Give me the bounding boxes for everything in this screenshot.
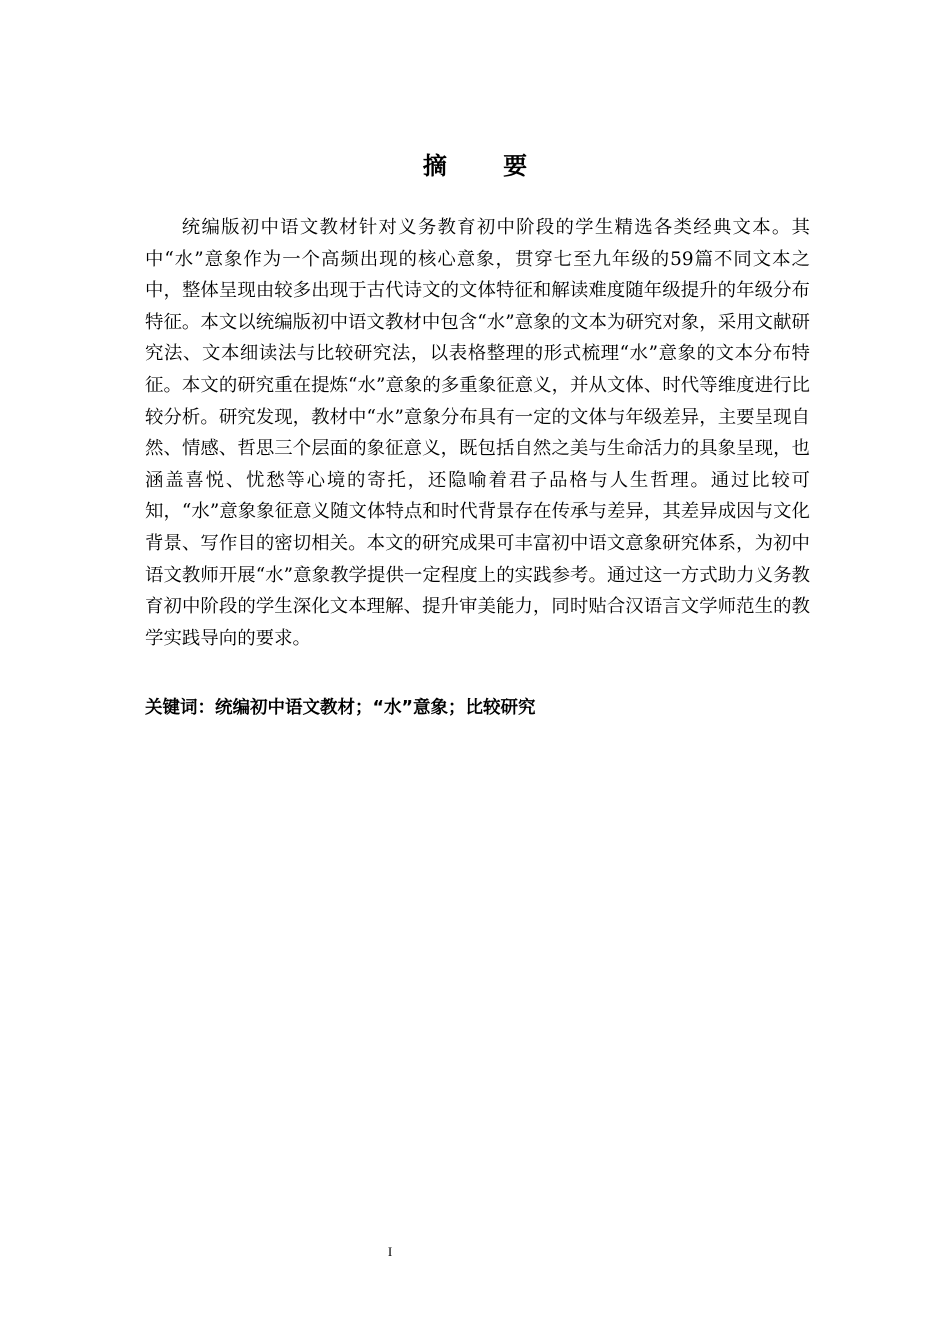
page-number: I [387, 1244, 393, 1259]
abstract-title: 摘 要 [422, 152, 552, 180]
abstract-paragraph: 统编版初中语文教材针对义务教育初中阶段的学生精选各类经典文本。其中“水”意象作为一个高频出现的核心意象，贯穿七至九年级的59篇不同文本之中，整体呈现由较多出现于古代诗文的文体特征和解读难度随年级提升的年级分布特征。本文以统编版初中语文教材中包含“水”意象的文本为研究对象，采用文献研究法、文本细读法与比较研究法，以表格整理的形式梳理“水”意象的文本分布特征。本文的研究重在提炼“水”意象的多重象征意义，并从文体、时代等维度进行比较分析。研究发现，教材中“水”意象分布具有一定的文体与年级差异，主要呈现自然、情感、哲思三个层面的象征意义，既包括自然之美与生命活力的具象呈现，也涵盖喜悦、忧愁等心境的寄托，还隐喻着君子品格与人生哲理。通过比较可知，“水”意象象征意义随文体特点和时代背景存在传承与差异，其差异成因与文化背景、写作目的密切相关。本文的研究成果可丰富初中语文意象研究体系，为初中语文教师开展“水”意象教学提供一定程度上的实践参考。通过这一方式助力义务教育初中阶段的学生深化文本理解、提升审美能力，同时贴合汉语言文学师范生的教学实践导向的要求。 [145, 217, 810, 649]
keywords-value: 统编初中语文教材；“水”意象；比较研究 [215, 698, 536, 718]
keywords-label: 关键词： [145, 698, 215, 718]
keywords-line [145, 694, 810, 722]
